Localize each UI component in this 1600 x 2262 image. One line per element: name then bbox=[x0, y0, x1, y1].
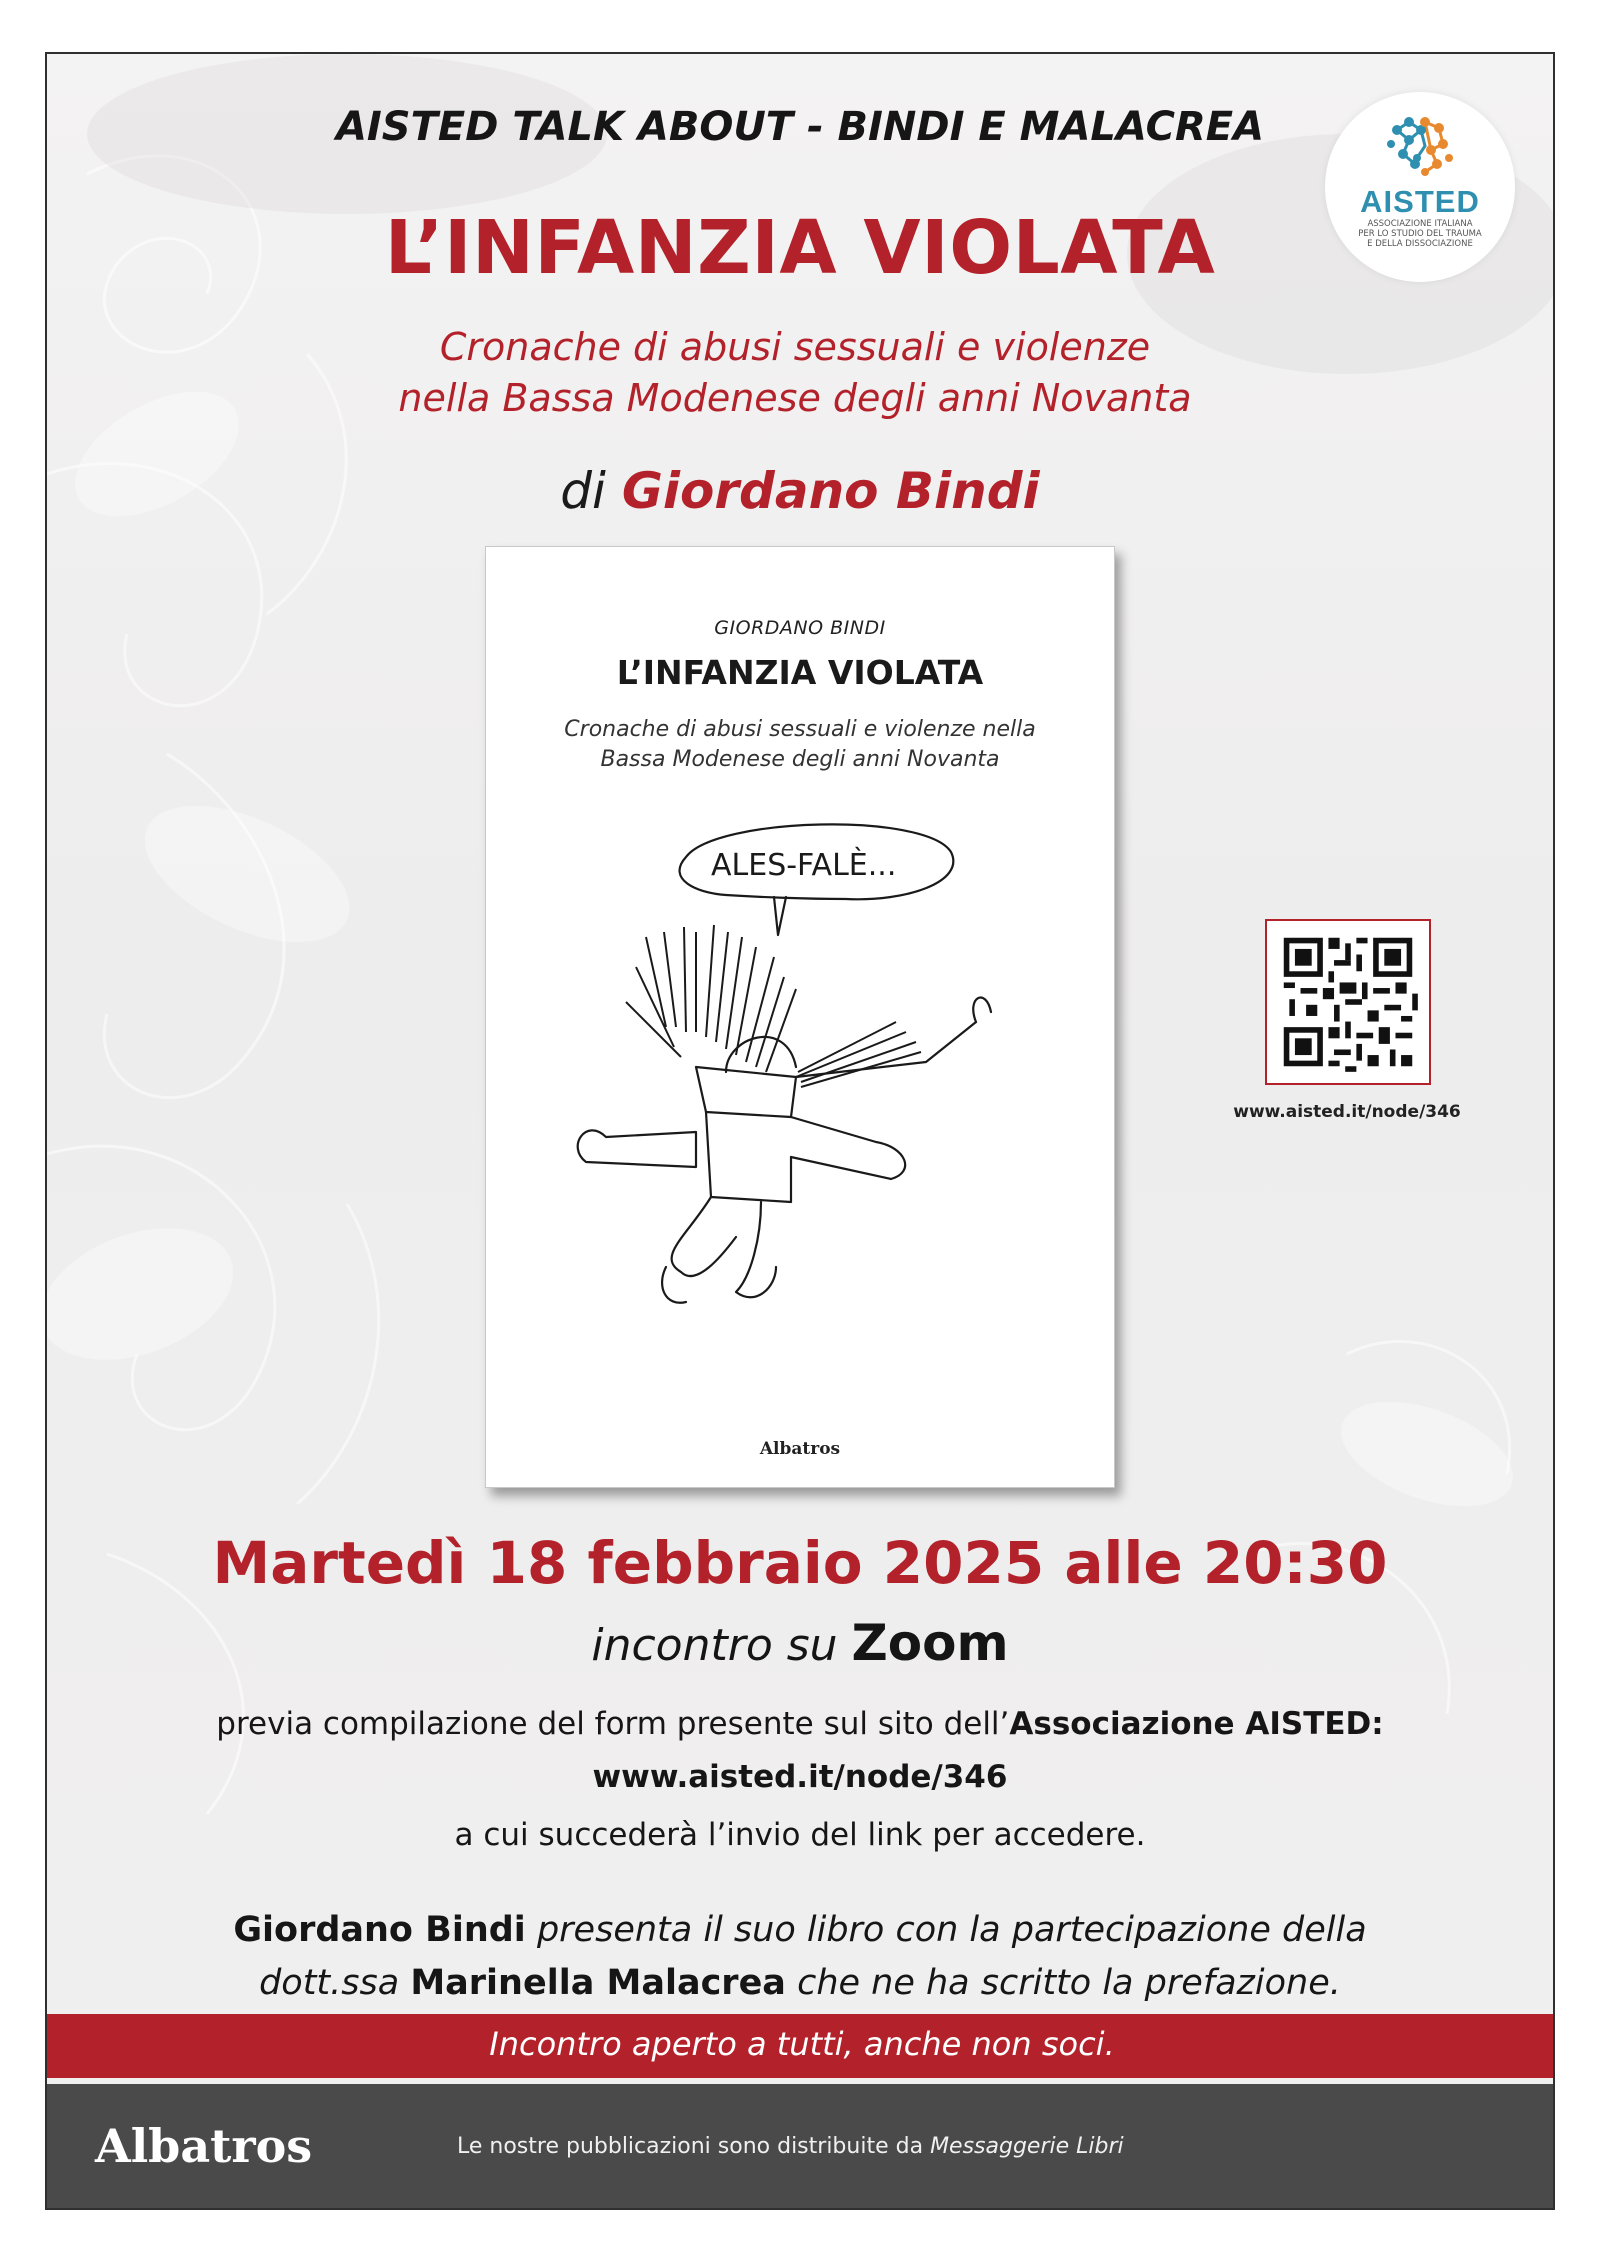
event-date: Martedì 18 febbraio 2025 alle 20:30 bbox=[212, 1529, 1388, 1597]
book-cover-publisher: Albatros bbox=[759, 1439, 841, 1459]
book-cover-subtitle bbox=[506, 715, 1094, 774]
aisted-logo bbox=[1325, 92, 1515, 282]
presentation-author: Giordano Bindi bbox=[233, 1910, 526, 1950]
byline-prefix: di bbox=[560, 462, 606, 520]
banner-text: Incontro aperto a tutti, anche non soci. bbox=[489, 2025, 1115, 2063]
book-cover bbox=[485, 546, 1115, 1488]
presentation-text-1: presenta il suo libro con la partecipazione della bbox=[536, 1910, 1367, 1950]
registration-org: Associazione AISTED: bbox=[1009, 1706, 1384, 1742]
presentation-line-1 bbox=[47, 1904, 1553, 1957]
registration-text-prefix: previa compilazione del form presente sul sito dell’ bbox=[216, 1706, 1010, 1742]
logo-name: AISTED bbox=[1360, 184, 1480, 219]
book-cover-author: GIORDANO BINDI bbox=[714, 617, 886, 639]
footer-distribution-note bbox=[457, 2134, 1124, 2159]
footer-distributor: Messaggerie Libri bbox=[930, 2134, 1124, 2159]
event-mode-prefix: incontro su bbox=[591, 1620, 838, 1671]
footer-note-prefix: Le nostre pubblicazioni sono distribuite da bbox=[457, 2134, 924, 2159]
event-mode bbox=[47, 1614, 1553, 1672]
footer bbox=[47, 2084, 1555, 2210]
presentation-title-prefix: dott.ssa bbox=[259, 1962, 400, 2003]
qr-url[interactable]: www.aisted.it/node/346 bbox=[1233, 1102, 1461, 1122]
main-title: L’INFANZIA VIOLATA bbox=[384, 205, 1216, 291]
qr-code[interactable] bbox=[1265, 919, 1431, 1085]
logo-subtitle: ASSOCIAZIONE ITALIANA PER LO STUDIO DEL TRAUMA E DELLA DISSOCIAZIONE bbox=[1358, 219, 1482, 249]
presentation-guest: Marinella Malacrea bbox=[410, 1962, 786, 2003]
subtitle bbox=[45, 322, 1553, 425]
book-cover-title: L’INFANZIA VIOLATA bbox=[616, 653, 984, 692]
registration-text bbox=[47, 1706, 1553, 1742]
book-cover-subtitle-line-1: Cronache di abusi sessuali e violenze nella bbox=[564, 717, 1036, 742]
event-platform: Zoom bbox=[851, 1614, 1009, 1672]
presentation-text bbox=[47, 1904, 1553, 2009]
presentation-line-2 bbox=[47, 1957, 1553, 2010]
albatros-logo: Albatros bbox=[95, 2119, 313, 2173]
series-title: AISTED TALK ABOUT - BINDI E MALACREA bbox=[335, 104, 1265, 150]
brain-network-icon bbox=[1325, 92, 1515, 192]
speech-bubble-text: ALES-FALÈ... bbox=[711, 848, 897, 883]
event-poster bbox=[45, 52, 1555, 2210]
subtitle-line-2: nella Bassa Modenese degli anni Novanta bbox=[398, 376, 1192, 421]
registration-url[interactable]: www.aisted.it/node/346 bbox=[592, 1759, 1008, 1795]
presentation-text-2: che ne ha scritto la prefazione. bbox=[797, 1962, 1341, 2003]
qr-code-icon bbox=[1267, 921, 1429, 1083]
byline-author: Giordano Bindi bbox=[621, 462, 1040, 520]
child-drawing-illustration bbox=[546, 817, 1066, 1417]
subtitle-line-1: Cronache di abusi sessuali e violenze bbox=[439, 325, 1151, 369]
book-cover-subtitle-line-2: Bassa Modenese degli anni Novanta bbox=[600, 746, 1000, 772]
registration-followup: a cui succederà l’invio del link per accedere. bbox=[454, 1817, 1146, 1853]
byline bbox=[47, 462, 1553, 520]
open-event-banner bbox=[47, 2014, 1555, 2078]
